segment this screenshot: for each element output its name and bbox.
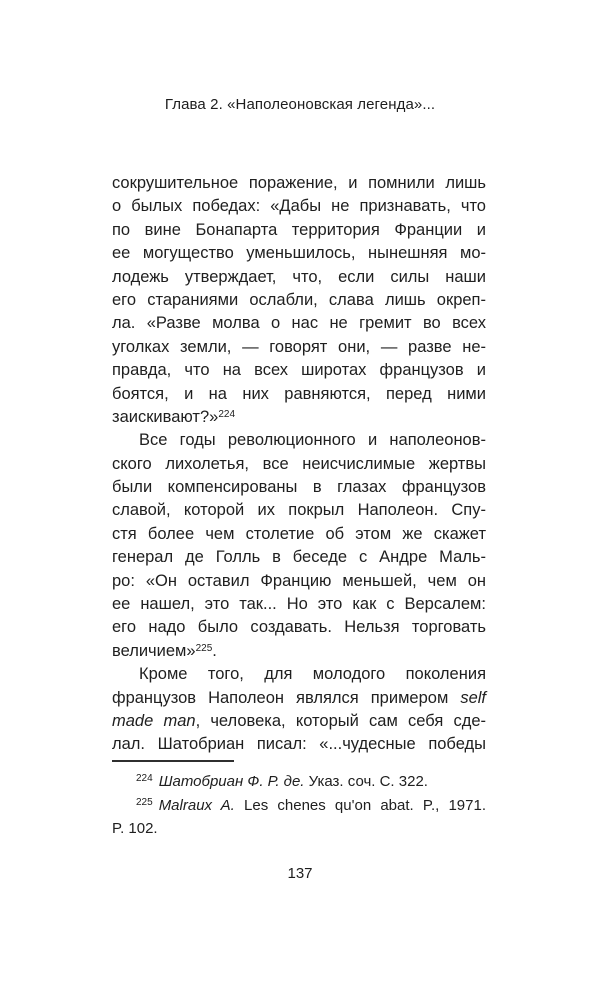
text-line: о былых победах: «Дабы не признавать, что <box>112 197 486 216</box>
italic-latin-phrase: made man <box>112 711 196 730</box>
text-line: уголках земли, — говорят они, — разве не- <box>112 337 486 356</box>
text-line: генерал де Голль в беседе с Андре Маль- <box>112 548 486 567</box>
text-line: были компенсированы в глазах французов <box>112 478 486 497</box>
footnote-224 <box>112 770 486 794</box>
text-line: правда, что на всех широтах французов и <box>112 361 486 380</box>
footnote-text: Указ. соч. С. 322. <box>304 773 428 790</box>
text-line <box>112 640 486 663</box>
text-line: ее могущество уменьшилось, нынешняя мо- <box>112 244 486 263</box>
footnote-marker-224: 224 <box>136 773 153 784</box>
text-line: лал. Шатобриан писал: «...чудесные победы <box>112 735 486 754</box>
text-segment: , человека, который сам себя сде- <box>195 711 486 730</box>
text-line: боятся, и на них равняются, перед ними <box>112 384 486 403</box>
footnote-marker-225: 225 <box>136 796 153 808</box>
paragraph-end-text: величием» <box>112 641 196 660</box>
text-segment: французов Наполеон являлся примером <box>112 688 461 707</box>
footnote-ref-225: 225 <box>195 642 213 654</box>
text-line: его стараниями ослабли, слава лишь окреп- <box>112 290 486 309</box>
text-line: ее нашел, это так... Но это как с Версалем: <box>112 595 486 614</box>
text-line <box>112 687 486 710</box>
text-line: ского лихолетья, все неисчислимые жертвы <box>112 454 486 473</box>
page-number: 137 <box>287 865 313 882</box>
footnote-225-line1 <box>112 794 486 818</box>
text-line <box>112 406 486 429</box>
text-line: славой, которой их покрыл Наполеон. Спу- <box>112 501 486 520</box>
footnote-author: Шатобриан Ф. Р. де. <box>158 773 305 790</box>
footnotes <box>112 770 486 841</box>
paragraph-end-text: заискивают?» <box>112 407 219 426</box>
text-line: ла. «Разве молва о нас не гремит во всех <box>112 314 486 333</box>
text-line: Все годы революционного и наполеонов- <box>139 431 486 450</box>
text-line: ро: «Он оставил Францию меньшей, чем он <box>112 571 486 590</box>
text-line: стя более чем столетие об этом же скажет <box>112 524 486 543</box>
running-header: Глава 2. «Наполеоновская легенда»... <box>164 96 436 113</box>
footnote-ref-224: 224 <box>218 408 236 420</box>
footnote-author: Malraux A. <box>158 796 235 814</box>
text-line: Кроме того, для молодого поколения <box>139 665 486 684</box>
italic-latin-phrase: self <box>460 688 486 707</box>
body-text <box>112 172 486 757</box>
text-line: лодежь утверждает, что, если силы наши <box>112 267 486 286</box>
text-line <box>112 710 486 733</box>
footnote-separator <box>112 760 234 762</box>
text-line: по вине Бонапарта территория Франции и <box>112 220 486 239</box>
text-line: его надо было создавать. Нельзя торговать <box>112 618 486 637</box>
footnote-text: Les chenes qu'on abat. P., 1971. <box>234 796 486 814</box>
footnote-225-line2: P. 102. <box>112 820 158 837</box>
text-line: сокрушительное поражение, и помнили лишь <box>112 174 486 192</box>
paragraph-end-punct: . <box>212 641 217 660</box>
